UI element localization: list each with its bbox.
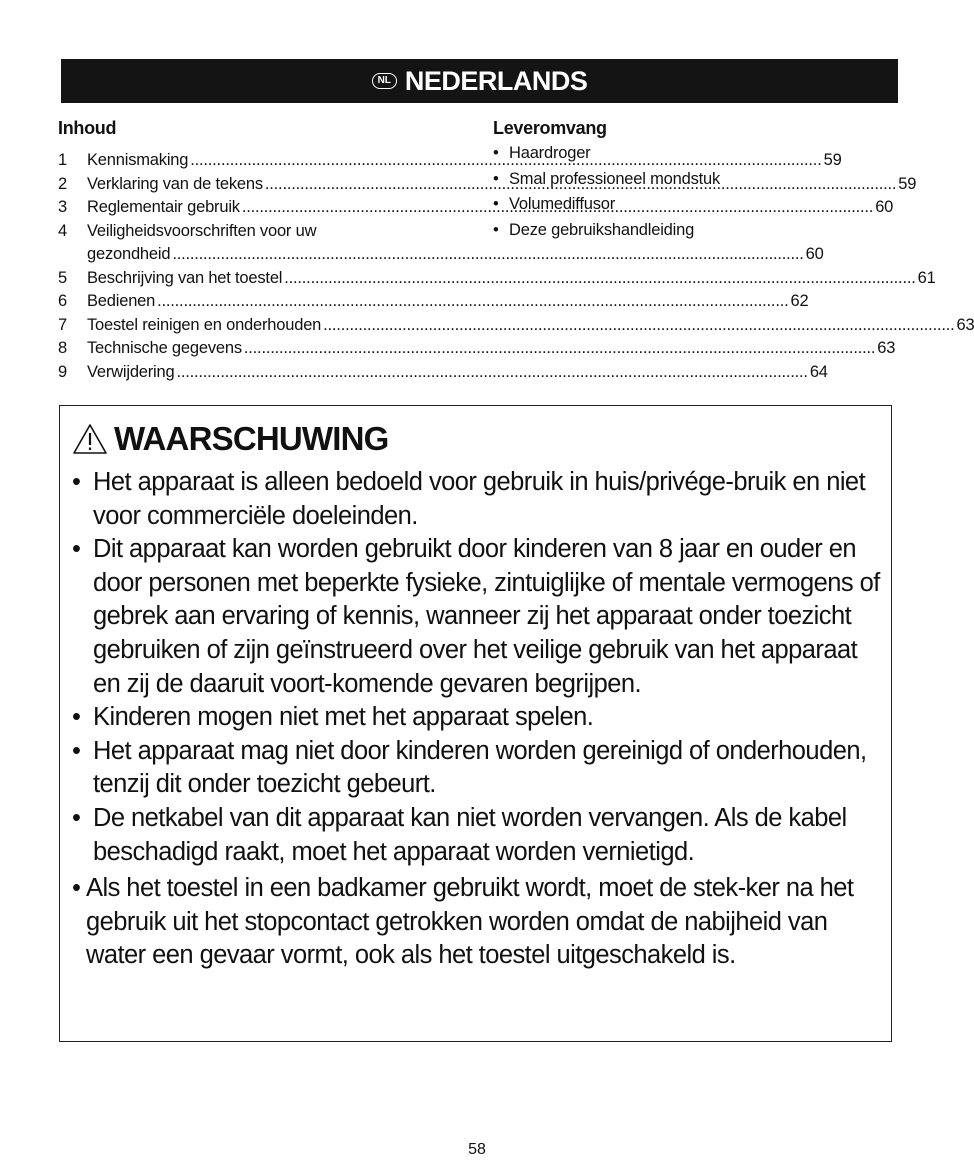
warning-item-text: De netkabel van dit apparaat kan niet worden vervangen. Als de kabel beschadigd raakt, moet het apparaat worden vernietigd. bbox=[93, 803, 847, 866]
list-item bbox=[72, 802, 887, 869]
toc-item-page: 60 bbox=[805, 245, 824, 263]
warning-box bbox=[59, 405, 892, 1042]
language-header-bar bbox=[61, 59, 898, 103]
scope-item-text: Volumediffusor bbox=[509, 195, 616, 213]
bullet: • bbox=[72, 703, 81, 732]
warning-item-text: Kinderen mogen niet met het apparaat spelen. bbox=[93, 703, 594, 732]
list-item bbox=[72, 466, 887, 533]
toc-item-page: 60 bbox=[875, 198, 894, 216]
toc-item-number: 5 bbox=[58, 268, 67, 287]
toc-item-label: Verwijdering bbox=[87, 362, 175, 381]
toc-leader-dots bbox=[323, 314, 954, 338]
toc-item-label: Toestel reinigen en onderhouden bbox=[87, 315, 322, 334]
toc-item-label: Bedienen bbox=[87, 292, 156, 310]
page-number: 58 bbox=[468, 1141, 486, 1158]
language-badge: NL bbox=[372, 73, 397, 89]
bullet: • bbox=[72, 803, 81, 832]
scope-title: Leveromvang bbox=[493, 118, 607, 138]
toc-item-label: Kennismaking bbox=[87, 151, 189, 169]
toc-item-page: 61 bbox=[917, 268, 936, 287]
warning-heading bbox=[72, 420, 389, 458]
toc-item[interactable] bbox=[58, 361, 828, 385]
scope-item-text: Deze gebruikshandleiding bbox=[509, 220, 695, 239]
list-item bbox=[493, 167, 893, 193]
toc-item-label: Verklaring van de tekens bbox=[87, 174, 263, 193]
toc-leader-dots bbox=[172, 243, 803, 267]
bullet: • bbox=[72, 736, 81, 765]
scope-item-text: Haardroger bbox=[509, 144, 591, 162]
toc-item-number: 9 bbox=[58, 362, 67, 381]
bullet: • bbox=[72, 874, 81, 903]
toc-item-page: 63 bbox=[956, 315, 974, 334]
scope-item-text: Smal professioneel mondstuk bbox=[509, 169, 721, 188]
toc-item-number: 1 bbox=[58, 151, 67, 169]
language-title: NEDERLANDS bbox=[404, 65, 588, 96]
toc-leader-dots bbox=[284, 267, 915, 291]
toc-item[interactable] bbox=[58, 314, 974, 338]
toc-item-number: 4 bbox=[58, 221, 67, 240]
toc-item[interactable] bbox=[58, 290, 809, 314]
scope-of-delivery bbox=[493, 118, 893, 243]
bullet: • bbox=[493, 144, 499, 162]
warning-item-text: Het apparaat is alleen bedoeld voor gebruik in huis/privége-bruik en niet voor commerciële doeleinden. bbox=[93, 468, 866, 530]
list-item bbox=[493, 141, 893, 167]
toc-item-page: 62 bbox=[790, 292, 809, 310]
toc-item-label: Technische gegevens bbox=[87, 339, 242, 357]
list-item bbox=[72, 872, 887, 973]
warning-item-text: Dit apparaat kan worden gebruikt door kinderen van 8 jaar en ouder en door personen met beperkte fysieke, zintuiglijke of mentale vermogens of gebrek aan ervaring of kennis, wanneer zij het apparaat onder toezicht gebruiken of zijn geïnstrueerd over het veilige gebruik van het apparaat en zij de daaruit voort-komende gevaren begrijpen. bbox=[93, 535, 880, 698]
warning-triangle-icon bbox=[72, 423, 108, 455]
bullet: • bbox=[493, 169, 499, 188]
bullet: • bbox=[72, 468, 81, 496]
toc-item-page: 64 bbox=[809, 362, 828, 381]
warning-item-text: Als het toestel in een badkamer gebruikt wordt, moet de stek-ker na het gebruik uit het stopcontact getrokken worden omdat de nabijheid van water een gevaar vormt, ook als het toestel uitgeschakeld is. bbox=[86, 874, 854, 970]
toc-item-label: Reglementair gebruik bbox=[87, 198, 240, 216]
warning-item-text: Het apparaat mag niet door kinderen worden gereinigd of onderhouden, tenzij dit onder toezicht gebeurt. bbox=[93, 736, 867, 799]
toc-leader-dots bbox=[244, 337, 875, 361]
toc-leader-dots bbox=[157, 290, 788, 314]
toc-item-label: gezondheid bbox=[87, 245, 171, 263]
list-item bbox=[72, 735, 887, 802]
toc-item-label-line1: Veiligheidsvoorschriften voor uw bbox=[87, 221, 317, 240]
toc-item-page: 59 bbox=[823, 151, 842, 169]
bullet: • bbox=[72, 535, 81, 564]
toc-title: Inhoud bbox=[58, 118, 117, 138]
toc-leader-dots bbox=[176, 361, 807, 385]
toc-item-number: 3 bbox=[58, 198, 67, 216]
toc-item-number: 6 bbox=[58, 292, 67, 310]
warning-list bbox=[72, 466, 887, 973]
list-item bbox=[493, 218, 893, 244]
warning-title: WAARSCHUWING bbox=[114, 420, 389, 457]
bullet: • bbox=[493, 195, 499, 213]
toc-item[interactable] bbox=[58, 267, 936, 291]
list-item bbox=[72, 701, 887, 735]
toc-item-number: 8 bbox=[58, 339, 67, 357]
bullet: • bbox=[493, 220, 499, 239]
list-item bbox=[72, 533, 887, 701]
toc-item-label: Beschrijving van het toestel bbox=[87, 268, 283, 287]
toc-item-page: 63 bbox=[877, 339, 896, 357]
toc-item[interactable] bbox=[58, 337, 896, 361]
toc-item-number: 2 bbox=[58, 174, 67, 193]
list-item bbox=[493, 192, 893, 218]
toc-item-number: 7 bbox=[58, 315, 67, 334]
toc-item-page: 59 bbox=[898, 174, 917, 193]
